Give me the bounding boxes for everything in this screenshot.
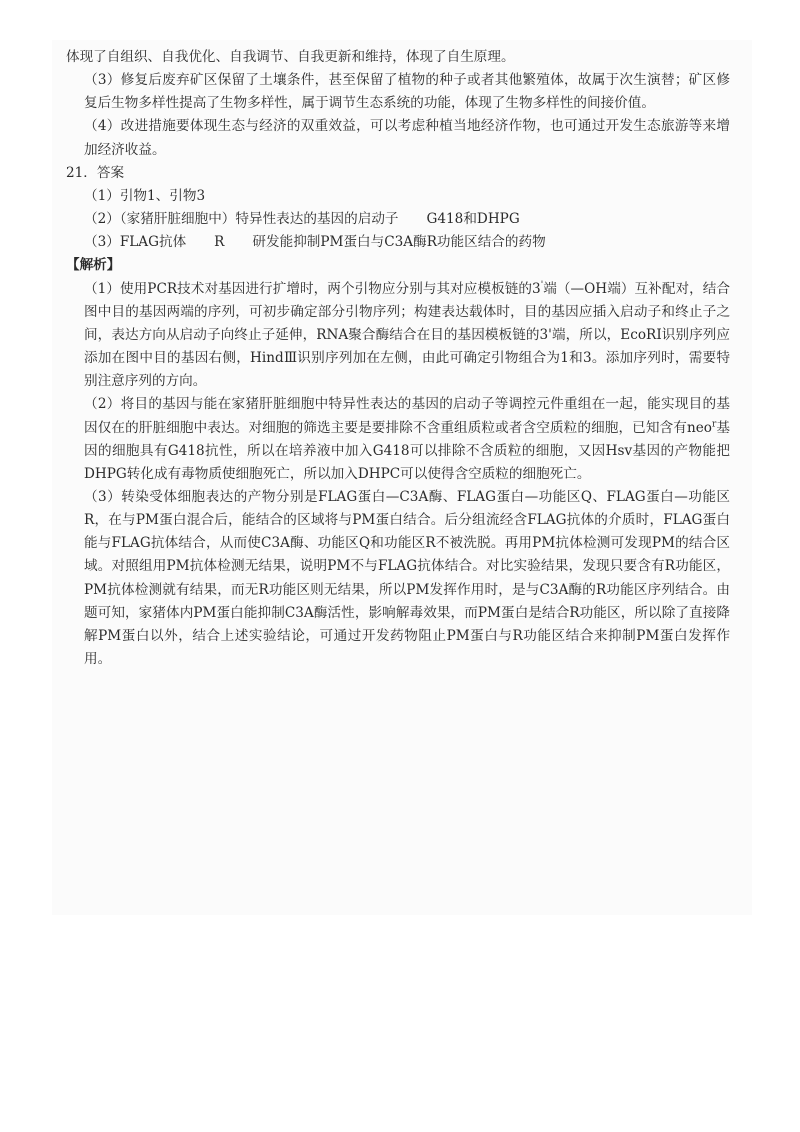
explanation-3: （3）转染受体细胞表达的产物分别是FLAG蛋白—C3A酶、FLAG蛋白—功能区Q、FLAG蛋白—功能区R，在与PM蛋白混合后，能结合的区域将与PM蛋白结合。后分组流经含FLAG抗体的介质时，FLAG蛋白能与FLAG抗体结合，从而使C3A酶、功能区Q和功能区R不被洗脱。再用PM抗体检测可发现PM的结合区域。对照组用PM抗体检测无结果，说明PM不与FLAG抗体结合。对比实验结果，发现只要含有R功能区，PM抗体检测就有结果，而无R功能区则无结果，所以PM发挥作用时，是与C3A酶的R功能区序列结合。由题可知，家猪体内PM蛋白能抑制C3A酶活性，影响解毒效果，而PM蛋白是结合R功能区，所以除了直接降解PM蛋白以外，结合上述实验结论，可通过开发药物阻止PM蛋白与R功能区结合来抑制PM蛋白发挥作用。 bbox=[84, 488, 730, 668]
explanation-2-after: 基因的细胞具有G418抗性，所以在培养液中加入G418可以排除不含质粒的细胞，又因Hsv基因的产物能把DHPG转化成有毒物质使细胞死亡，所以加入DHPC可以使得含空质粒的细胞死亡。 bbox=[84, 419, 731, 482]
answer-3-part-1: （3）FLAG抗体 bbox=[84, 234, 187, 251]
analysis-title: 【解析】 bbox=[66, 257, 121, 274]
explanation-2-sup: r bbox=[711, 418, 717, 429]
answer-3 bbox=[78, 231, 730, 254]
answer-3-part-2: R bbox=[214, 234, 225, 251]
paragraph-item-3: （3）修复后废弃矿区保留了土壤条件，甚至保留了植物的种子或者其他繁殖体，故属于次生演替；矿区修复后生物多样性提高了生物多样性，属于调节生态系统的功能，体现了生物多样性的间接价值。 bbox=[84, 72, 730, 112]
explanation-1-sup: ' bbox=[540, 280, 544, 291]
answer-2-part-1: （2）（家猪肝脏细胞中）特异性表达的基因的启动子 bbox=[84, 211, 399, 228]
explanation-1 bbox=[78, 278, 730, 394]
paragraph-item-4: （4）改进措施要体现生态与经济的双重效益，可以考虑种植当地经济作物，也可通过开发生态旅游等来增加经济收益。 bbox=[84, 118, 730, 158]
answer-1: （1）引物1、引物3 bbox=[84, 187, 206, 204]
question-21-heading: 21．答案 bbox=[66, 164, 125, 181]
answer-3-part-3: 研发能抑制PM蛋白与C3A酶R功能区结合的药物 bbox=[252, 234, 546, 251]
answer-2 bbox=[78, 208, 730, 231]
document-body bbox=[66, 46, 731, 671]
explanation-1-after: 端（—OH端）互补配对，结合图中目的基因两端的序列，可初步确定部分引物序列；构建表达载体时，目的基因应插入启动子和终止子之间，表达方向从启动子向终止子延伸，RNA聚合酶结合在目的基因模板链的3'端，所以，EcoRⅠ识别序列应添加在图中目的基因右侧，HindⅢ识别序列加在左侧，由此可确定引物组合为1和3。添加序列时，需要特别注意序列的方向。 bbox=[84, 280, 731, 390]
explanation-2-before: （2）将目的基因与能在家猪肝脏细胞中特异性表达的基因的启动子等调控元件重组在一起，能实现目的基因仅在的肝脏细胞中表达。对细胞的筛选主要是要排除不含重组质粒或者含空质粒的细胞，已知含有neo bbox=[84, 396, 730, 436]
answer-2-part-2: G418和DHPG bbox=[426, 211, 520, 228]
explanation-1-before: （1）使用PCR技术对基因进行扩增时，两个引物应分别与其对应模板链的3 bbox=[84, 280, 541, 297]
paragraph-continuation: 体现了自组织、自我优化、自我调节、自我更新和维持，体现了自生原理。 bbox=[66, 49, 515, 65]
explanation-2 bbox=[78, 393, 730, 486]
